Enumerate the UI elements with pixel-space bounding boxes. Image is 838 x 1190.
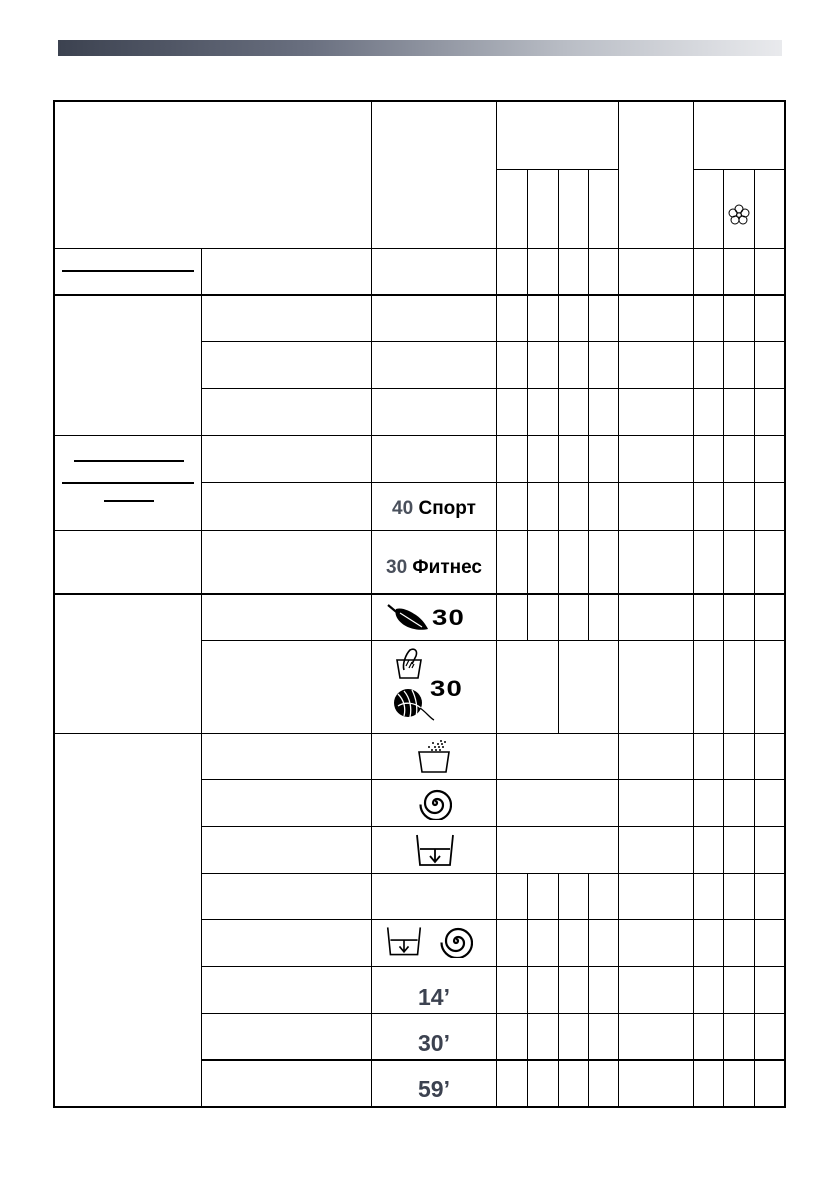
subcol-line bbox=[754, 169, 755, 1108]
spin-icon bbox=[418, 786, 452, 820]
subcol-line bbox=[527, 169, 528, 641]
col-line bbox=[496, 100, 497, 1108]
row-line bbox=[201, 873, 786, 874]
row-line bbox=[53, 530, 786, 531]
subcol-line bbox=[527, 873, 528, 1108]
subcol-line bbox=[558, 169, 559, 733]
flower-icon bbox=[727, 203, 751, 227]
fitness-temp: 30 bbox=[386, 557, 408, 578]
col-line bbox=[693, 100, 694, 1108]
sport-name: Спорт bbox=[418, 498, 476, 519]
underline-mark bbox=[62, 270, 194, 272]
quick-59-label: 59’ bbox=[418, 1076, 450, 1102]
col-line bbox=[201, 248, 202, 1108]
row-line bbox=[201, 919, 786, 920]
yarn-icon bbox=[390, 686, 436, 722]
fitness-name: Фитнес bbox=[412, 557, 482, 578]
sport-temp: 40 bbox=[392, 498, 414, 519]
underline-mark bbox=[62, 482, 194, 484]
spin-icon bbox=[439, 924, 473, 958]
underline-mark bbox=[104, 500, 154, 502]
quick-14-label: 14’ bbox=[418, 984, 450, 1010]
table-border-left bbox=[53, 100, 55, 1108]
subcol-line bbox=[723, 169, 724, 1108]
subcol-line bbox=[558, 873, 559, 1108]
col-line bbox=[371, 100, 372, 1108]
sport-program-label bbox=[372, 498, 496, 520]
row-line bbox=[201, 388, 786, 389]
subcol-line bbox=[588, 169, 589, 641]
row-line bbox=[201, 826, 786, 827]
row-line bbox=[201, 640, 786, 641]
row-line bbox=[53, 593, 786, 595]
row-line bbox=[201, 966, 786, 967]
row-line bbox=[53, 733, 786, 734]
rinse-icon bbox=[416, 738, 452, 774]
row-line bbox=[53, 248, 786, 249]
handwash-icon bbox=[394, 646, 424, 680]
header-subline bbox=[496, 169, 618, 170]
table-border-top bbox=[53, 100, 786, 102]
subcol-line bbox=[588, 873, 589, 1108]
header-subline bbox=[693, 169, 785, 170]
row-line bbox=[53, 294, 786, 296]
row-line bbox=[53, 435, 786, 436]
feather-icon bbox=[386, 603, 430, 633]
row-line bbox=[201, 1059, 786, 1061]
col-line bbox=[618, 100, 619, 1108]
table-border-right bbox=[784, 100, 786, 1108]
fitness-program-label bbox=[372, 557, 496, 579]
drain-spin-icon bbox=[385, 923, 423, 959]
delicates-temp: 30 bbox=[432, 605, 466, 630]
row-line bbox=[201, 341, 786, 342]
quick-30-label: 30’ bbox=[418, 1030, 450, 1056]
row-line bbox=[201, 1013, 786, 1014]
table-border-bottom bbox=[53, 1106, 786, 1108]
drain-icon bbox=[414, 831, 456, 869]
row-line bbox=[201, 779, 786, 780]
wool-temp: 30 bbox=[430, 676, 464, 701]
row-line bbox=[201, 482, 786, 483]
underline-mark bbox=[74, 460, 184, 462]
